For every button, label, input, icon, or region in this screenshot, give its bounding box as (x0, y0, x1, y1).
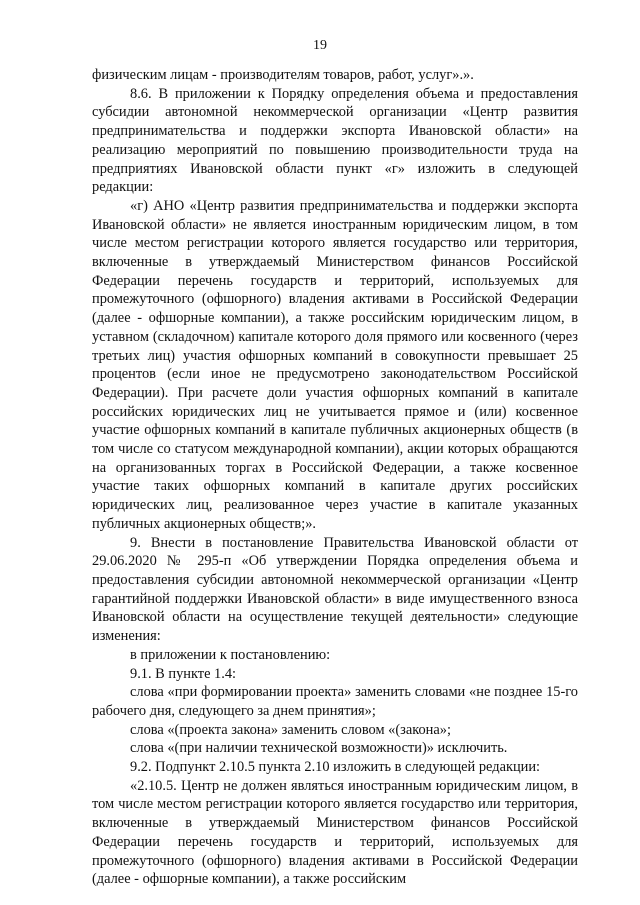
document-body (92, 66, 578, 889)
paragraph-item-8-6: 8.6. В приложении к Порядку определения объема и предоставления субсидии автономной некоммерческой организации «Центр развития предпринимательства и поддержки экспорта Ивановской области» на реализацию мероприятий по повышению производительности труда на предприятиях Ивановской области пункт «г» изложить в следующей редакции: (92, 85, 578, 196)
page-number: 19 (313, 38, 327, 53)
paragraph-replace-words-1: слова «при формировании проекта» заменить словами «не позднее 15-го рабочего дня, следующего за днем принятия»; (92, 684, 578, 719)
paragraph-continuation: физическим лицам - производителям товаров, работ, услуг».». (92, 67, 474, 83)
paragraph-item-9-1: 9.1. В пункте 1.4: (130, 665, 237, 682)
paragraph-item-9-2: 9.2. Подпункт 2.10.5 пункта 2.10 изложить в следующей редакции: (130, 759, 541, 776)
paragraph-subitem-2-10-5: «2.10.5. Центр не должен являться иностранным юридическим лицом, в том числе местом регистрации которого является государство или территория, включенные в утверждаемый Министерством финансов Российской Федерации перечень государств и территорий, используемых для промежуточного (офшорного) владения активами в Российской Федерации (далее - офшорные компании), а также российским (92, 777, 578, 888)
paragraph-subitem-g: «г) АНО «Центр развития предпринимательства и поддержки экспорта Ивановской области» не является иностранным юридическим лицом, в том числе местом регистрации которого является государство или территория, включенные в утверждаемый Министерством финансов Российской Федерации перечень государств и территорий, используемых для промежуточного (офшорного) владения активами в Российской Федерации (далее - офшорные компании), а также российским юридическим лицом, в уставном (складочном) капитале которого доля прямого или косвенного (через третьих лиц) участия офшорных компаний в совокупности превышает 25 процентов (если иное не предусмотрено законодательством Российской Федерации). При расчете доли участия офшорных компаний в капитале российских юридических лиц не учитывается прямое и (или) косвенное участие офшорных компаний в капитале публичных акционерных обществ (в том числе со статусом международной компании), акции которых обращаются на организованных торгах в Российской Федерации, а также косвенное участие таких офшорных компаний в капитале других российских юридических лиц, реализованное через участие в капитале указанных публичных акционерных обществ;». (92, 197, 578, 532)
paragraph-exclude-words: слова «(при наличии технической возможности)» исключить. (130, 740, 508, 757)
paragraph-item-9: 9. Внести в постановление Правительства Ивановской области от 29.06.2020 № 295-п «Об утверждении Порядка определения объема и предоставления субсидии автономной некоммерческой организации «Центр гарантийной поддержки Ивановской области» в виде имущественного взноса Ивановской области на осуществление текущей деятельности» следующие изменения: (92, 534, 578, 645)
paragraph-appendix-intro: в приложении к постановлению: (130, 646, 331, 663)
paragraph-replace-words-2: слова «(проекта закона» заменить словом «(закона»; (130, 721, 451, 738)
